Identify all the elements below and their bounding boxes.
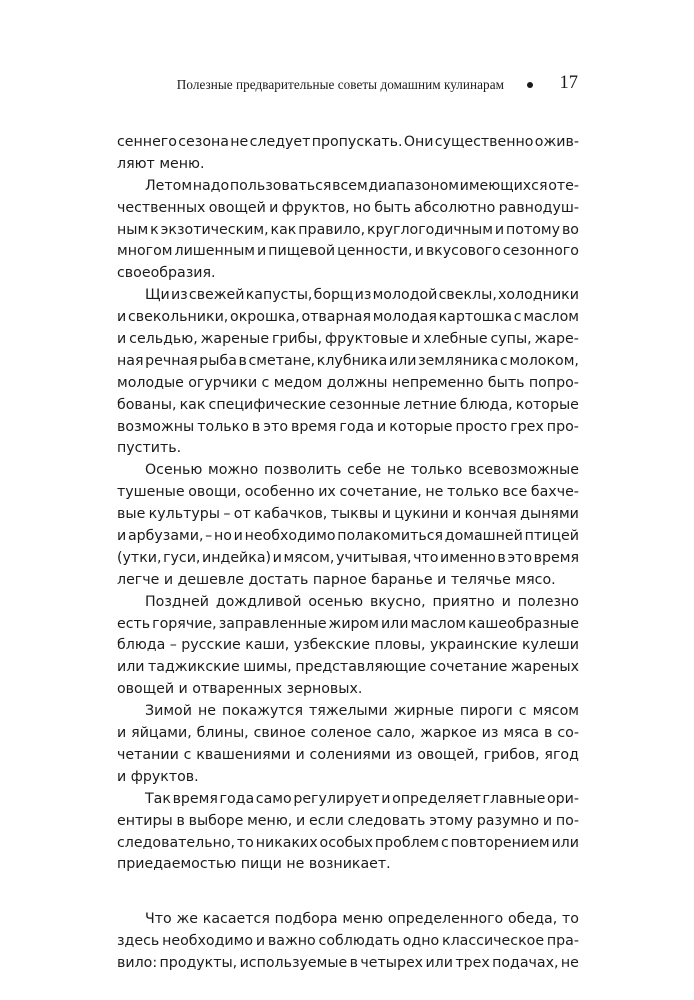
text-line: следовательно, то никаких особых проблем с повторением или — [117, 834, 579, 851]
text-line: Летом надо пользоваться всем диапазоном имеющихся оте- — [145, 177, 579, 194]
text-line: Осенью можно позволить себе не только всевозможные — [145, 462, 579, 479]
paragraph — [117, 701, 579, 789]
text-line: есть горячие, заправленные жиром или маслом кашеобразные — [117, 615, 579, 632]
paragraph — [117, 909, 579, 975]
paragraph — [117, 176, 579, 285]
text-line: и арбузами, – но и необходимо полакомиться домашней птицей — [117, 528, 579, 545]
text-line: Так время года само регулирует и определяет главные ори- — [145, 790, 579, 807]
text-line: бованы, как специфические сезонные летние блюда, которые — [117, 396, 579, 413]
text-line: (утки, гуси, индейка) и мясом, учитывая, что именно в это время — [117, 549, 579, 566]
text-line: приедаемостью пищи не возникает. — [117, 856, 391, 873]
running-head — [118, 74, 578, 96]
text-line: или таджикские шимы, представляющие сочетание жареных — [117, 659, 579, 676]
text-line: легче и дешевле достать парное баранье и телячье мясо. — [117, 571, 556, 588]
text-line: Поздней дождливой осенью вкусно, приятно и полезно — [145, 593, 579, 610]
text-line: и свекольники, окрошка, отварная молодая картошка с маслом — [117, 309, 579, 326]
text-line: Что же касается подбора меню определенного обеда, то — [145, 911, 579, 928]
text-line: вило: продукты, используемые в четырех или трех подачах, не — [117, 955, 579, 972]
text-line: вые культуры – от кабачков, тыквы и цукини и кончая дынями — [117, 506, 579, 523]
running-title: Полезные предварительные советы домашним кулинарам — [176, 77, 504, 92]
paragraph — [117, 132, 579, 176]
paragraph — [117, 460, 579, 591]
text-line: ляют меню. — [117, 155, 205, 172]
header-bullet — [527, 82, 533, 88]
text-line: сеннего сезона не следует пропускать. Они существенно ожив- — [117, 134, 579, 150]
text-line: и яйцами, блины, свиное соленое сало, жаркое из мяса в со- — [117, 725, 579, 742]
text-line: здесь необходимо и важно соблюдать одно классическое пра- — [117, 933, 579, 950]
text-line: и фруктов. — [117, 768, 199, 785]
page-number: 17 — [559, 73, 578, 93]
text-line: блюда – русские каши, узбекские пловы, украинские кулеши — [117, 637, 579, 654]
paragraph — [117, 285, 579, 460]
body-text — [117, 132, 579, 975]
paragraph — [117, 592, 579, 701]
text-line: ная речная рыба в сметане, клубника или земляника с молоком, — [117, 352, 579, 369]
section-gap — [117, 876, 579, 909]
text-line: чественных овощей и фруктов, но быть абсолютно равнодуш- — [117, 199, 579, 216]
text-line: Зимой не покажутся тяжелыми жирные пироги с мясом — [145, 703, 579, 720]
text-line: овощей и отваренных зерновых. — [117, 681, 363, 698]
paragraph — [117, 789, 579, 877]
text-line: многом лишенным и пищевой ценности, и вкусового сезонного — [117, 243, 579, 260]
text-line: возможны только в это время года и которые просто грех про- — [117, 418, 579, 435]
text-line: молодые огурчики с медом должны непременно быть попро- — [117, 374, 579, 391]
text-line: ным к экзотическим, как правило, круглогодичным и потому во — [117, 221, 579, 238]
text-line: и сельдью, жареные грибы, фруктовые и хлебные супы, жаре- — [117, 331, 579, 348]
text-line: своеобразия. — [117, 265, 216, 282]
text-line: Щи из свежей капусты, борщ из молодой свеклы, холодники — [145, 287, 579, 304]
text-line: четании с квашениями и солениями из овощей, грибов, ягод — [117, 746, 579, 763]
text-line: тушеные овощи, особенно их сочетание, не только все бахче- — [117, 484, 579, 501]
text-line: пустить. — [117, 440, 182, 457]
text-line: ентиры в выборе меню, и если следовать этому разумно и по- — [117, 812, 579, 829]
